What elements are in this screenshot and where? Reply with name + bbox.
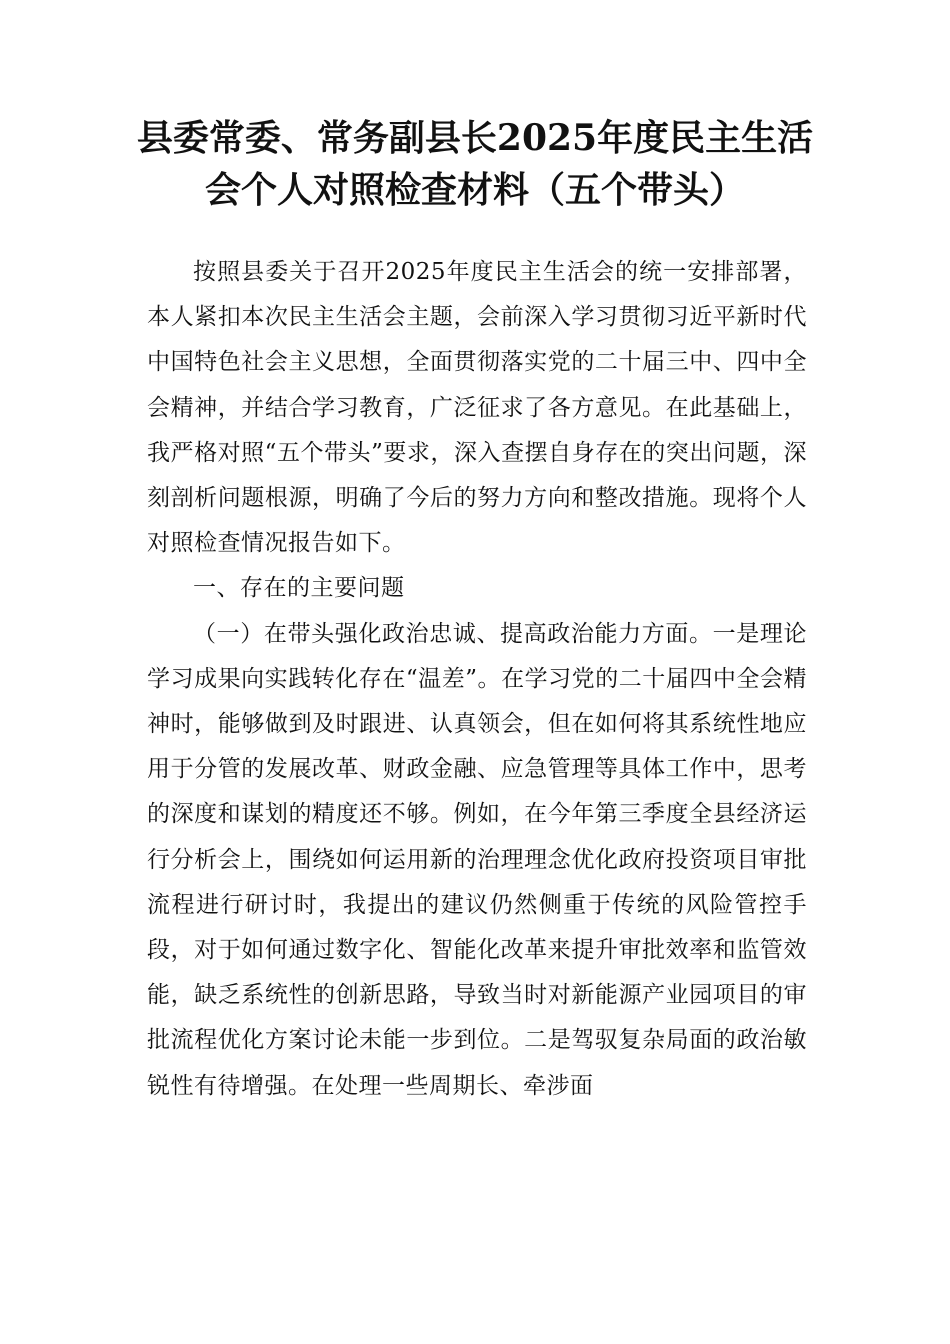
subsection-paragraph: （一）在带头强化政治忠诚、提高政治能力方面。一是理论学习成果向实践转化存在“温差”。在学习党的二十届四中全会精神时，能够做到及时跟进、认真领会，但在如何将其系统性地应用于分管的发展改革、财政金融、应急管理等具体工作中，思考的深度和谋划的精度还不够。例如，在今年第三季度全县经济运行分析会上，围绕如何运用新的治理理念优化政府投资项目审批流程进行研讨时，我提出的建议仍然侧重于传统的风险管控手段，对于如何通过数字化、智能化改革来提升审批效率和监管效能，缺乏系统性的创新思路，导致当时对新能源产业园项目的审批流程优化方案讨论未能一步到位。二是驾驭复杂局面的政治敏锐性有待增强。在处理一些周期长、牵涉面 xyxy=(147,620,807,1099)
section-heading: 一、存在的主要问题 xyxy=(193,575,405,602)
title-line-2: 会个人对照检查材料（五个带头） xyxy=(204,169,745,211)
intro-paragraph: 按照县委关于召开2025年度民主生活会的统一安排部署，本人紧扣本次民主生活会主题，会前深入学习贯彻习近平新时代中国特色社会主义思想，全面贯彻落实党的二十届三中、四中全会精神，并结合学习教育，广泛征求了各方意见。在此基础上，我严格对照“五个带头”要求，深入查摆自身存在的突出问题，深刻剖析问题根源，明确了今后的努力方向和整改措施。现将个人对照检查情况报告如下。 xyxy=(147,259,807,557)
document-title xyxy=(110,112,840,216)
title-line-1: 县委常委、常务副县长2025年度民主生活 xyxy=(136,117,814,159)
document-body xyxy=(147,250,807,1109)
